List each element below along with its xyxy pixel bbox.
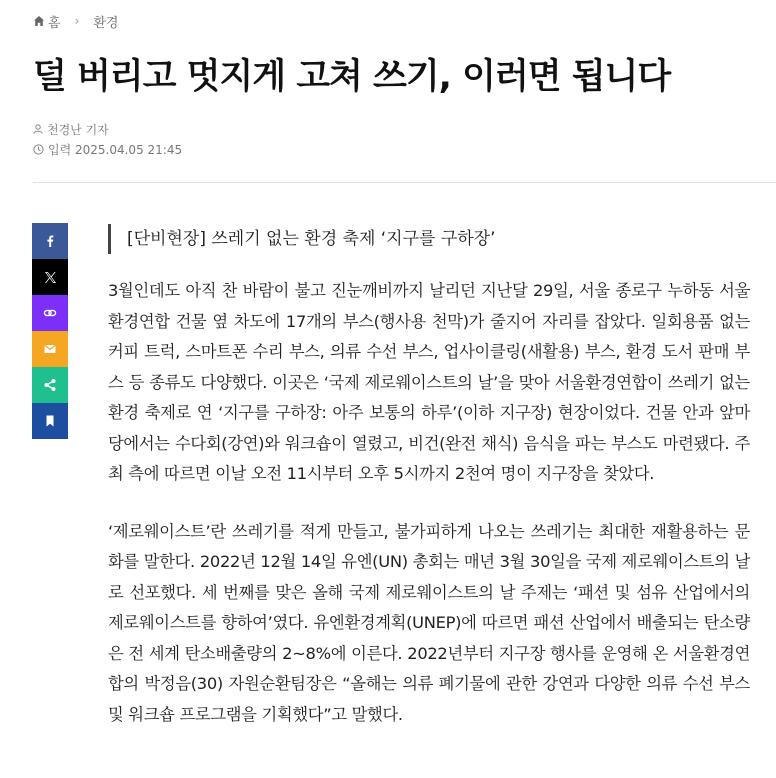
date-row (33, 139, 182, 159)
breadcrumb-home-link[interactable]: 홈 (48, 15, 61, 31)
article-subtitle: [단비현장] 쓰레기 없는 환경 축제 ‘지구를 구하장’ (108, 224, 496, 254)
article-body (108, 276, 750, 757)
publish-date: 입력 2025.04.05 21:45 (48, 142, 183, 157)
email-share-button[interactable] (32, 331, 68, 367)
facebook-icon (43, 234, 57, 248)
link-icon (43, 306, 57, 320)
person-icon (33, 124, 43, 134)
article-paragraph: ‘제로웨이스트’란 쓰레기를 적게 만들고, 불가피하게 나오는 쓰레기는 최대한 재활용하는 문화를 말한다. 2022년 12월 14일 유엔(UN) 총회는 매년 3월 30일을 국제 제로웨이스트의 날로 선포했다. 세 번째를 맞은 올해 국제 제로웨이스트의 날 주제는 ‘패션 및 섬유 산업에서의 제로웨이스트를 향하여’였다. 유엔환경계획(UNEP)에 따르면 패션 산업에서 배출되는 탄소량은 전 세계 탄소배출량의 2~8%에 이른다. 2022년부터 지구장 행사를 운영해 온 서울환경연합의 박정음(30) 자원순환팀장은 “올해는 의류 폐기물에 관한 강연과 다양한 의류 수선 부스 및 워크숍 프로그램을 기획했다”고 말했다. (108, 521, 750, 724)
author-row (33, 119, 182, 139)
author-name[interactable]: 천경난 기자 (47, 122, 109, 137)
share-bar (32, 223, 68, 439)
x-icon (44, 271, 57, 284)
bookmark-button[interactable] (32, 403, 68, 439)
header-divider (33, 182, 776, 183)
bookmark-icon (43, 414, 57, 428)
clock-icon (33, 144, 44, 155)
article-paragraph: 3월인데도 아직 찬 바람이 불고 진눈깨비까지 날리던 지난달 29일, 서울 종로구 누하동 서울환경연합 건물 옆 차도에 17개의 부스(행사용 천막)가 줄지어 자리를 잡았다. 일회용품 없는 커피 트럭, 스마트폰 수리 부스, 의류 수선 부스, 업사이클링(새활용) 부스, 환경 도서 판매 부스 등 종류도 다양했다. 이곳은 ‘국제 제로웨이스트의 날’을 맞아 서울환경연합이 쓰레기 없는 환경 축제로 연 ‘지구를 구하장: 아주 보통의 하루’(이하 지구장) 현장이었다. 건물 안과 앞마당에서는 수다회(강연)와 워크숍이 열렸고, 비건(완전 채식) 음식을 파는 부스도 마련됐다. 주최 측에 따르면 이날 오전 11시부터 오후 5시까지 2천여 명이 지구장을 찾았다. (108, 281, 750, 483)
breadcrumb (33, 11, 119, 31)
article-meta (33, 119, 182, 159)
x-share-button[interactable] (32, 259, 68, 295)
page-title: 덜 버리고 멋지게 고쳐 쓰기, 이러면 됩니다 (33, 57, 671, 97)
share-icon (43, 378, 57, 392)
breadcrumb-section-link[interactable]: 환경 (93, 15, 119, 31)
home-icon (33, 15, 45, 27)
copy-link-button[interactable] (32, 295, 68, 331)
chevron-right-icon: › (74, 14, 80, 28)
facebook-share-button[interactable] (32, 223, 68, 259)
mail-icon (43, 342, 57, 356)
share-button[interactable] (32, 367, 68, 403)
